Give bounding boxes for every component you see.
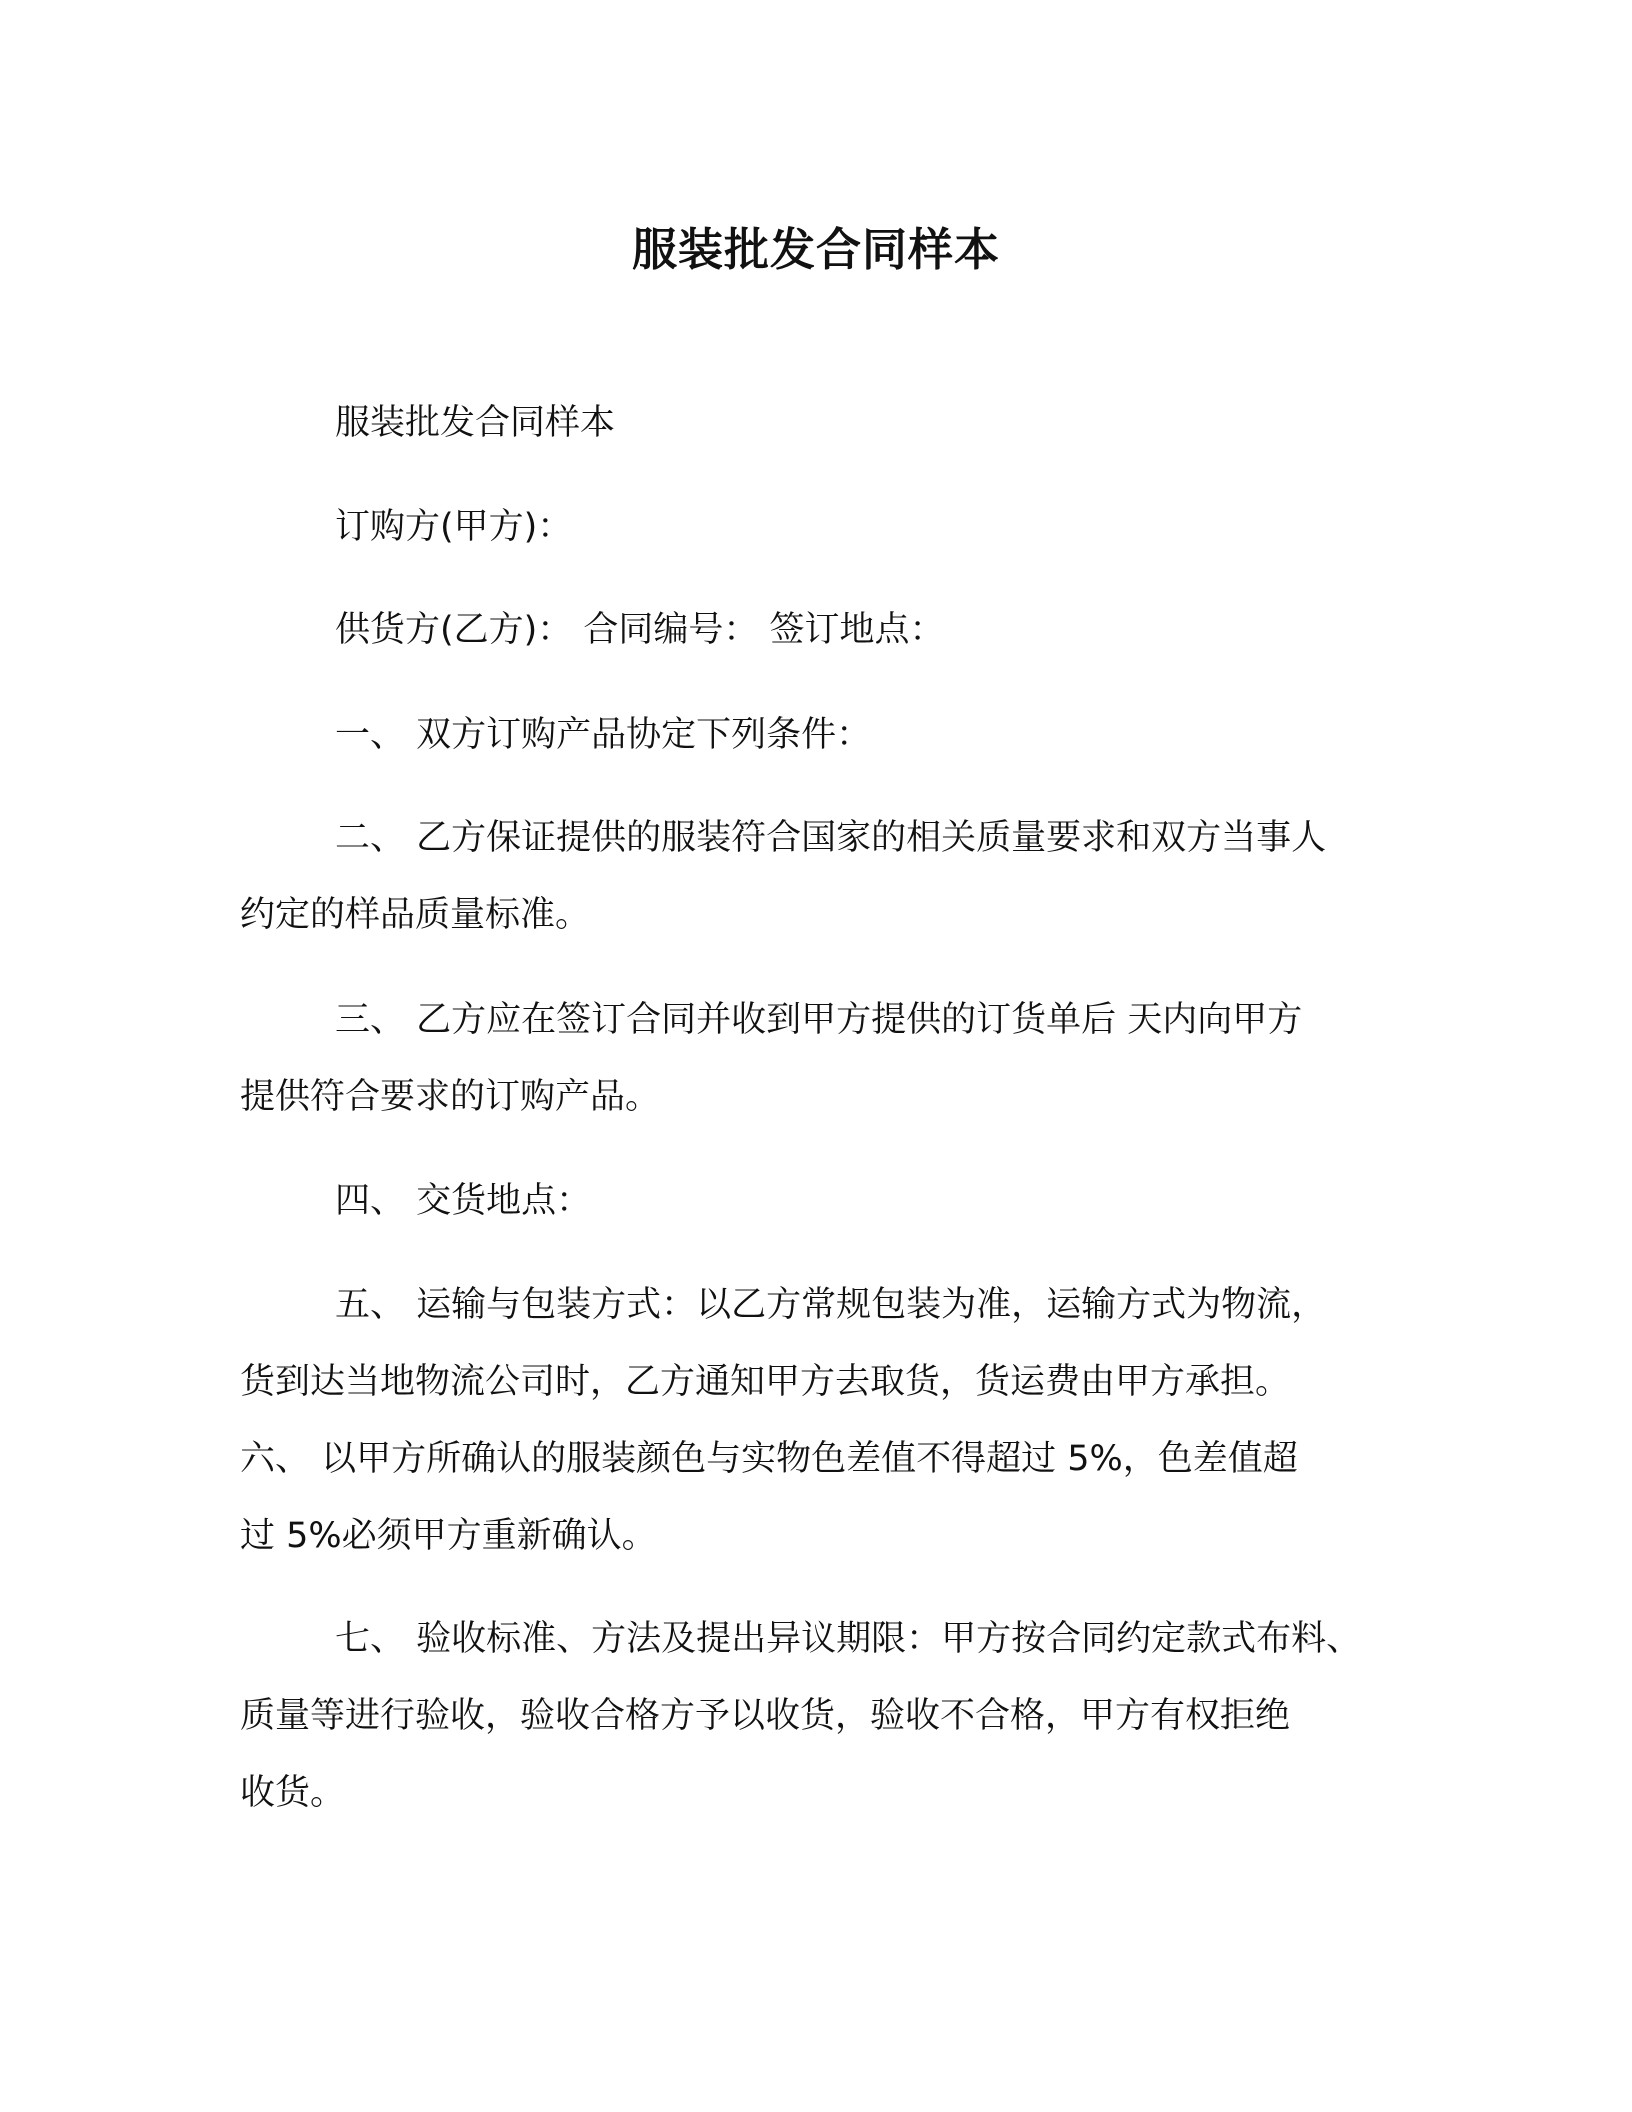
paragraph-line: 一、 双方订购产品协定下列条件： [335,715,872,755]
paragraph-line: 二、 乙方保证提供的服装符合国家的相关质量要求和双方当事人 [335,818,1327,858]
paragraph-line: 三、 乙方应在签订合同并收到甲方提供的订货单后 天内向甲方 [335,1000,1303,1040]
paragraph-line: 约定的样品质量标准。 [240,895,591,935]
clause-1 [240,709,1420,761]
paragraph-buyer [240,501,1420,553]
paragraph-line: 订购方(甲方)： [335,507,573,547]
paragraph-supplier [240,604,1420,656]
paragraph-line: 服装批发合同样本 [335,403,616,443]
document-title: 服装批发合同样本 [631,223,1000,276]
paragraph-line: 过 5%必须甲方重新确认。 [240,1516,657,1556]
clause-4 [240,1175,1420,1227]
paragraph-line: 货到达当地物流公司时，乙方通知甲方去取货，货运费由甲方承担。 [240,1362,1291,1402]
paragraph-line: 提供符合要求的订购产品。 [240,1077,661,1117]
paragraph-line: 供货方(乙方)： 合同编号： 签订地点： [335,610,945,650]
paragraph-line: 五、 运输与包装方式：以乙方常规包装为准，运输方式为物流， [335,1285,1327,1325]
clause-3 [240,994,1420,1123]
paragraph-line: 四、 交货地点： [335,1181,592,1221]
clause-2 [240,812,1420,941]
clause-5-6 [240,1279,1420,1562]
paragraph-heading [240,397,1420,449]
paragraph-line: 六、 以甲方所确认的服装颜色与实物色差值不得超过 5%，色差值超 [240,1439,1298,1479]
paragraph-line: 收货。 [240,1773,346,1813]
paragraph-line: 七、 验收标准、方法及提出异议期限：甲方按合同约定款式布料、 [335,1619,1362,1659]
paragraph-line: 质量等进行验收，验收合格方予以收货，验收不合格，甲方有权拒绝 [240,1696,1291,1736]
clause-7 [240,1613,1420,1819]
